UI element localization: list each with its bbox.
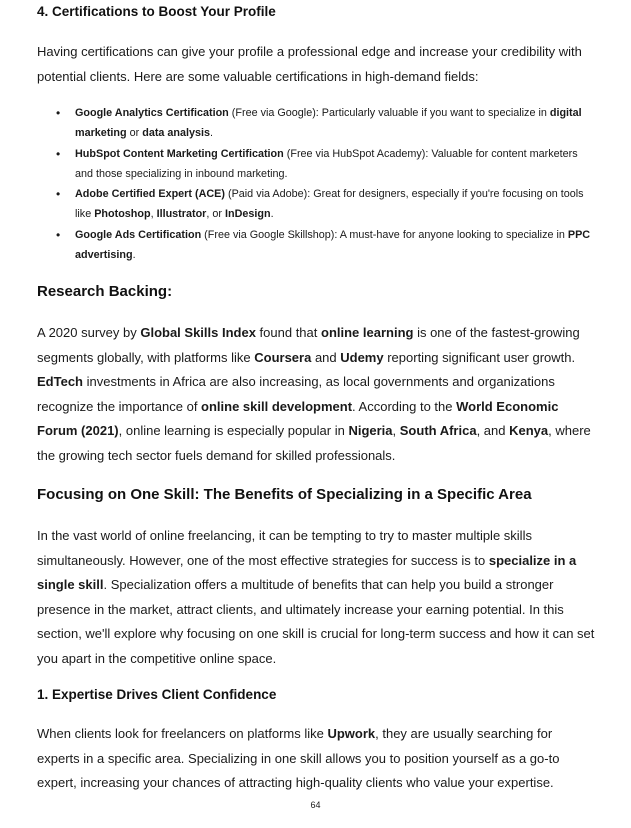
research-heading: Research Backing: xyxy=(37,283,173,300)
focus-paragraph: In the vast world of online freelancing, it can be tempting to try to master multiple skills simultaneously. However, one of the most effective strategies for success is to specialize in a single skill. Specialization offers a multitude of benefits that can help you build a stronger presence in the market, attract clients, and ultimately increase your earning potential. In this section, we'll explore why focusing on one skill is crucial for long-term success and how it can set you apart in the competitive online space. xyxy=(37,528,595,666)
list-item: • Google Ads Certification (Free via Google Skillshop): A must-have for anyone looking to specialize in PPC advertising. xyxy=(56,225,596,266)
focus-heading: Focusing on One Skill: The Benefits of Specializing in a Specific Area xyxy=(37,486,532,503)
certifications-intro: Having certifications can give your profile a professional edge and increase your credibility with potential clients. Here are some valuable certifications in high-demand fields: xyxy=(37,44,582,84)
expertise-heading: 1. Expertise Drives Client Confidence xyxy=(37,687,277,702)
certifications-list xyxy=(56,103,596,265)
list-item: • Google Analytics Certification (Free via Google): Particularly valuable if you want to specialize in digital marketing or data analysis. xyxy=(56,103,596,144)
page-number: 64 xyxy=(310,800,321,810)
research-paragraph: A 2020 survey by Global Skills Index found that online learning is one of the fastest-growing segments globally, with platforms like Coursera and Udemy reporting significant user growth. EdTech investments in Africa are also increasing, as local governments and organizations recognize the importance of online skill development. According to the World Economic Forum (2021), online learning is especially popular in Nigeria, South Africa, and Kenya, where the growing tech sector fuels demand for skilled professionals. xyxy=(37,325,591,463)
certifications-heading: 4. Certifications to Boost Your Profile xyxy=(37,4,276,19)
expertise-paragraph: When clients look for freelancers on platforms like Upwork, they are usually searching for experts in a specific area. Specializing in one skill allows you to position yourself as a go-to expert, increasing your chances of attracting high-quality clients who value your expertise. xyxy=(37,726,560,790)
list-item: • HubSpot Content Marketing Certification (Free via HubSpot Academy): Valuable for content marketers and those specializing in inbound marketing. xyxy=(56,144,596,185)
list-item: • Adobe Certified Expert (ACE) (Paid via Adobe): Great for designers, especially if you're focusing on tools like Photoshop, Illustrator, or InDesign. xyxy=(56,184,596,225)
